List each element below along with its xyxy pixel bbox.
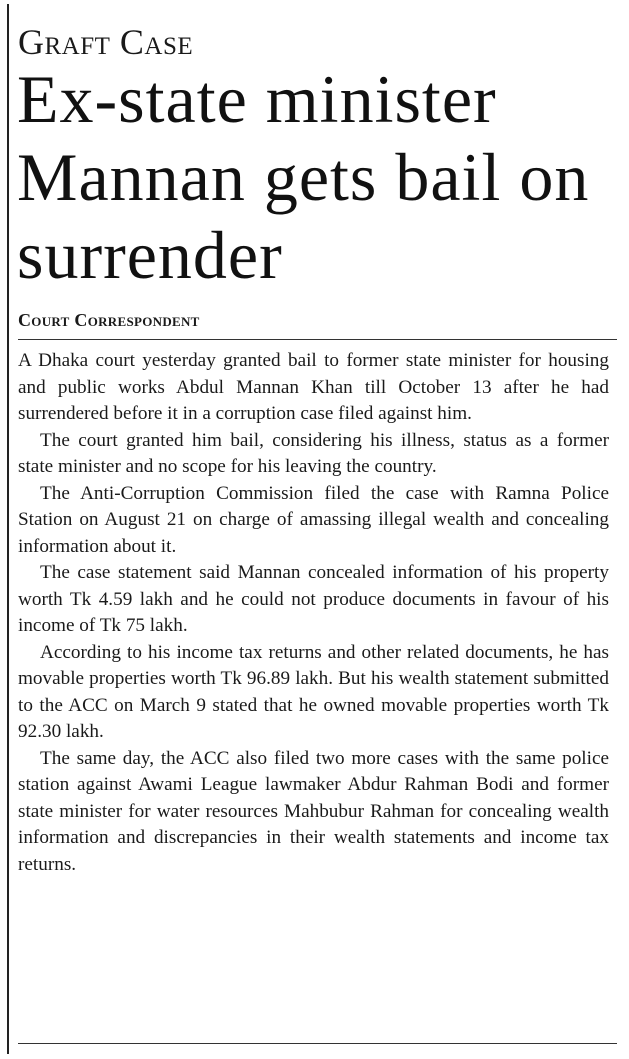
- byline-divider: [18, 339, 617, 340]
- article-byline: Court Correspondent: [18, 310, 200, 330]
- article-paragraph-1: A Dhaka court yesterday granted bail to former state minister for housing and public works Abdul Mannan Khan till October 13 after he had surrendered before it in a corruption case filed against him.: [18, 350, 609, 424]
- article-paragraph-5: According to his income tax returns and other related documents, he has movable properties worth Tk 96.89 lakh. But his wealth statement submitted to the ACC on March 9 stated that he owned movable properties worth Tk 92.30 lakh.: [18, 641, 609, 742]
- article-end-divider: [18, 1043, 617, 1044]
- article-headline: Ex-state minister Mannan gets bail on surrender: [17, 61, 590, 293]
- column-left-rule: [7, 4, 9, 1054]
- article-body: [18, 348, 609, 878]
- article-paragraph-2: The court granted him bail, considering his illness, status as a former state minister and no scope for his leaving the country.: [18, 429, 609, 477]
- article-kicker: Graft Case: [18, 22, 194, 62]
- article-paragraph-6: The same day, the ACC also filed two more cases with the same police station against Awami League lawmaker Abdur Rahman Bodi and former state minister for water resources Mahbubur Rahman for concealing wealth information and discrepancies in their wealth statements and income tax returns.: [18, 747, 609, 875]
- article-paragraph-3: The Anti-Corruption Commission filed the case with Ramna Police Station on August 21 on charge of amassing illegal wealth and concealing information about it.: [18, 482, 609, 557]
- article-paragraph-4: The case statement said Mannan concealed information of his property worth Tk 4.59 lakh and he could not produce documents in favour of his income of Tk 75 lakh.: [18, 562, 609, 636]
